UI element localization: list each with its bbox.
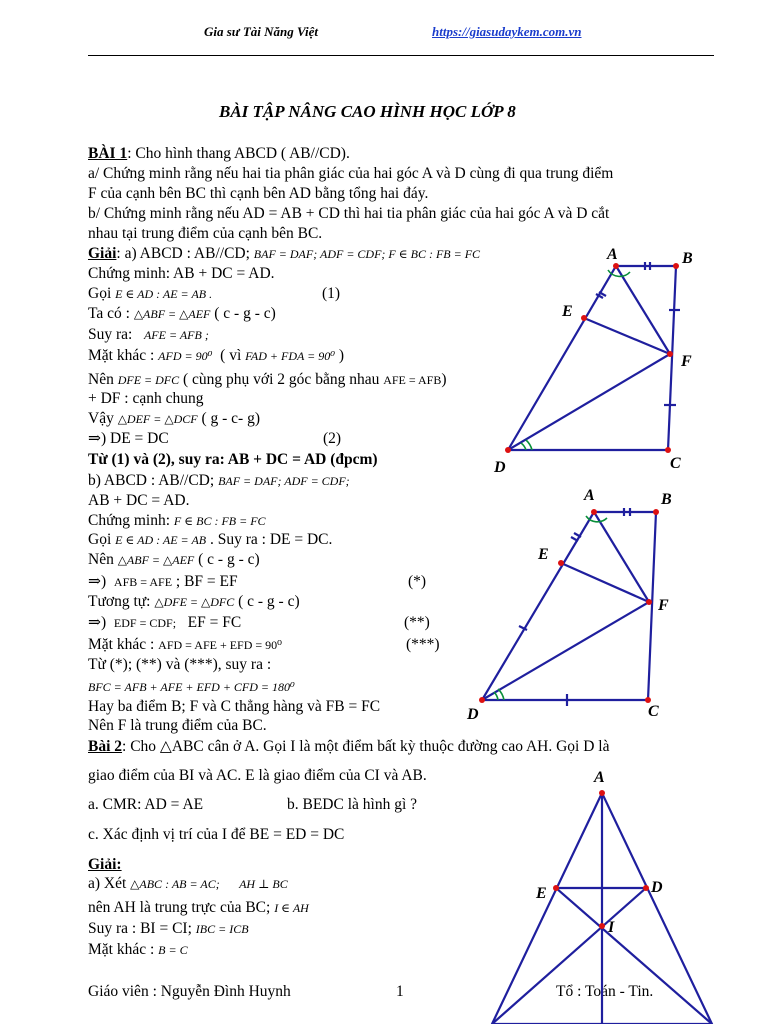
sol1-ref2: (2)	[323, 430, 342, 447]
bai1-intro-text: : Cho hình thang ABCD ( AB//CD).	[127, 145, 350, 162]
fig1-label-f: F	[681, 353, 692, 370]
bai1-a2: F của cạnh bên BC thì cạnh bên AD bằng tổng hai đáy.	[88, 185, 429, 202]
sol1-line2: Chứng minh: AB + DC = AD.	[88, 265, 275, 282]
fig1-label-b: B	[682, 250, 693, 267]
bai2-s3a: Suy ra : BI = CI;	[88, 920, 192, 937]
sol1b-l7a: Tương tự:	[88, 593, 151, 610]
sol1-l6c: ( vì	[220, 347, 242, 364]
sol1b-ref-star1: (*)	[408, 573, 427, 590]
bai2-s2a: nên AH là trung trực của BC;	[88, 899, 271, 916]
sol1b-line10: Từ (*); (**) và (***), suy ra :	[88, 656, 272, 673]
bai2-s4a: Mặt khác :	[88, 941, 155, 958]
sol1b-l3b: F ∈ BC : FB = FC	[173, 514, 266, 528]
footer-teacher: Giáo viên : Nguyễn Đình Huynh	[88, 983, 291, 1000]
fig3-label-a: A	[594, 769, 605, 786]
bai2-qb: b. BEDC là hình gì ?	[287, 796, 418, 813]
bai1-b1: b/ Chứng minh rằng nếu AD = AB + CD thì hai tia phân giác của hai góc A và D cắt	[88, 205, 610, 222]
sol1-line8: + DF : cạnh chung	[88, 390, 204, 407]
page-title: BÀI TẬP NÂNG CAO HÌNH HỌC LỚP 8	[219, 102, 516, 121]
bai1-a1: a/ Chứng minh rằng nếu hai tia phân giác của hai góc A và D cùng đi qua trung điểm	[88, 165, 614, 182]
sol1-line10: ⇒) DE = DC	[88, 430, 169, 447]
sol1-l9c: ( g - c- g)	[201, 410, 260, 427]
fig3-label-d: D	[651, 879, 663, 896]
bai1-heading: BÀI 1	[88, 145, 128, 162]
fig2-label-c: C	[648, 703, 659, 720]
sol1b-l11: BFC = AFB + AFE + EFD + CFD = 180⁰	[88, 680, 295, 694]
fig2-label-a: A	[584, 487, 595, 504]
sol1-l6b: AFD = 90⁰	[158, 349, 213, 363]
header-left: Gia sư Tài Năng Việt	[204, 24, 318, 39]
bai2-line2: giao điểm của BI và AC. E là giao điểm của CI và AB.	[88, 767, 427, 784]
sol1-giai: Giải	[88, 245, 117, 262]
sol1-l7d: AFE = AFB	[383, 373, 442, 387]
sol1-l7c: ( cùng phụ với 2 góc bằng nhau	[183, 371, 380, 388]
sol1b-ref-star2: (**)	[404, 614, 430, 631]
fig3-label-i: I	[608, 919, 615, 936]
sol1b-l7c: ( c - g - c)	[238, 593, 300, 610]
bai2-heading: Bài 2	[88, 738, 123, 755]
fig2-label-e: E	[538, 546, 549, 563]
sol1-l5a: Suy ra:	[88, 326, 133, 343]
bai2-giai: Giải:	[88, 856, 122, 873]
sol1b-line2: AB + DC = AD.	[88, 492, 190, 509]
bai2-s1a: a) Xét	[88, 875, 127, 892]
sol1-l7b: DFE = DFC	[117, 373, 180, 387]
sol1-line11: Từ (1) và (2), suy ra: AB + DC = AD (đpcm)	[88, 451, 378, 468]
sol1b-l6c: ; BF = EF	[175, 573, 238, 590]
sol1-l4c: ( c - g - c)	[214, 305, 276, 322]
sol1b-l6b: AFB = AFE	[113, 575, 173, 589]
bai2-s3b: IBC = ICB	[195, 922, 249, 936]
sol1b-l8a: ⇒)	[88, 614, 107, 631]
sol1b-ref-star3: (***)	[406, 636, 440, 653]
bai2-qc: c. Xác định vị trí của I để BE = ED = DC	[88, 826, 345, 843]
sol1b-l1a: b) ABCD : AB//CD;	[88, 472, 215, 489]
fig2-label-d: D	[467, 706, 479, 723]
sol1b-line12: Hay ba điểm B; F và C thẳng hàng và FB = FC	[88, 698, 381, 715]
sol1-l3a: Gọi	[88, 285, 112, 302]
sol1b-l4c: . Suy ra : DE = DC.	[209, 531, 333, 548]
fig1-label-d: D	[494, 459, 506, 476]
sol1-l4b: △ABF = △AEF	[133, 307, 211, 321]
sol1-l7e: )	[441, 371, 447, 388]
sol1-l6e: )	[338, 347, 345, 364]
sol1-l6d: FAD + FDA = 90⁰	[245, 349, 336, 363]
sol1-l7a: Nên	[88, 371, 114, 388]
sol1b-l5b: △ABF = △AEF	[117, 553, 195, 567]
sol1-l3b: E ∈ AD : AE = AB .	[115, 287, 213, 301]
sol1-l1a: : a) ABCD : AB//CD;	[116, 245, 250, 262]
header-link[interactable]: https://giasudaykem.com.vn	[432, 24, 582, 39]
sol1-l6a: Mặt khác :	[88, 347, 155, 364]
sol1b-line13: Nên F là trung điểm của BC.	[88, 717, 267, 734]
bai2-s4b: B = C	[158, 943, 188, 957]
fig2-label-b: B	[661, 491, 672, 508]
sol1b-l3a: Chứng minh:	[88, 512, 171, 529]
fig1-label-c: C	[670, 455, 681, 472]
sol1b-l9a: Mặt khác :	[88, 636, 155, 653]
bai1-b2: nhau tại trung điểm của cạnh bên BC.	[88, 225, 323, 242]
sol1-l9a: Vậy	[88, 410, 114, 427]
sol1b-l8b: EDF = CDF;	[113, 616, 177, 630]
sol1b-l4b: E ∈ AD : AE = AB	[115, 533, 207, 547]
sol1b-l5a: Nên	[88, 551, 114, 568]
sol1-ref1: (1)	[322, 285, 341, 302]
fig3-label-e: E	[536, 885, 547, 902]
sol1b-l6a: ⇒)	[88, 573, 107, 590]
fig1-label-e: E	[562, 303, 573, 320]
bai2-s1b: △ABC : AB = AC;	[130, 877, 220, 891]
footer-page-number: 1	[396, 983, 404, 1000]
bai2-qa: a. CMR: AD = AE	[88, 796, 204, 813]
fig1-label-a: A	[607, 246, 618, 263]
sol1b-l1b: BAF = DAF; ADF = CDF;	[218, 474, 350, 488]
sol1-l4a: Ta có :	[88, 305, 130, 322]
sol1b-l8c: EF = FC	[187, 614, 242, 631]
sol1-l9b: △DEF = △DCF	[117, 412, 198, 426]
sol1b-l7b: △DFE = △DFC	[154, 595, 235, 609]
bai2-s1c: AH ⊥ BC	[239, 877, 288, 891]
footer-dept: Tổ : Toán - Tin.	[556, 983, 654, 1000]
bai2-l1: : Cho △ABC cân ở A. Gọi I là một điểm bất kỳ thuộc đường cao AH. Gọi D là	[122, 738, 610, 755]
sol1b-l9b: AFD = AFE + EFD = 90⁰	[158, 638, 282, 652]
fig2-label-f: F	[658, 597, 669, 614]
sol1b-l5c: ( c - g - c)	[198, 551, 260, 568]
sol1-l1b: BAF = DAF; ADF = CDF; F ∈ BC : FB = FC	[253, 247, 481, 261]
sol1-l5b: AFE = AFB ;	[143, 328, 209, 342]
sol1b-l4a: Gọi	[88, 531, 112, 548]
bai2-s2b: I ∈ AH	[274, 901, 309, 915]
